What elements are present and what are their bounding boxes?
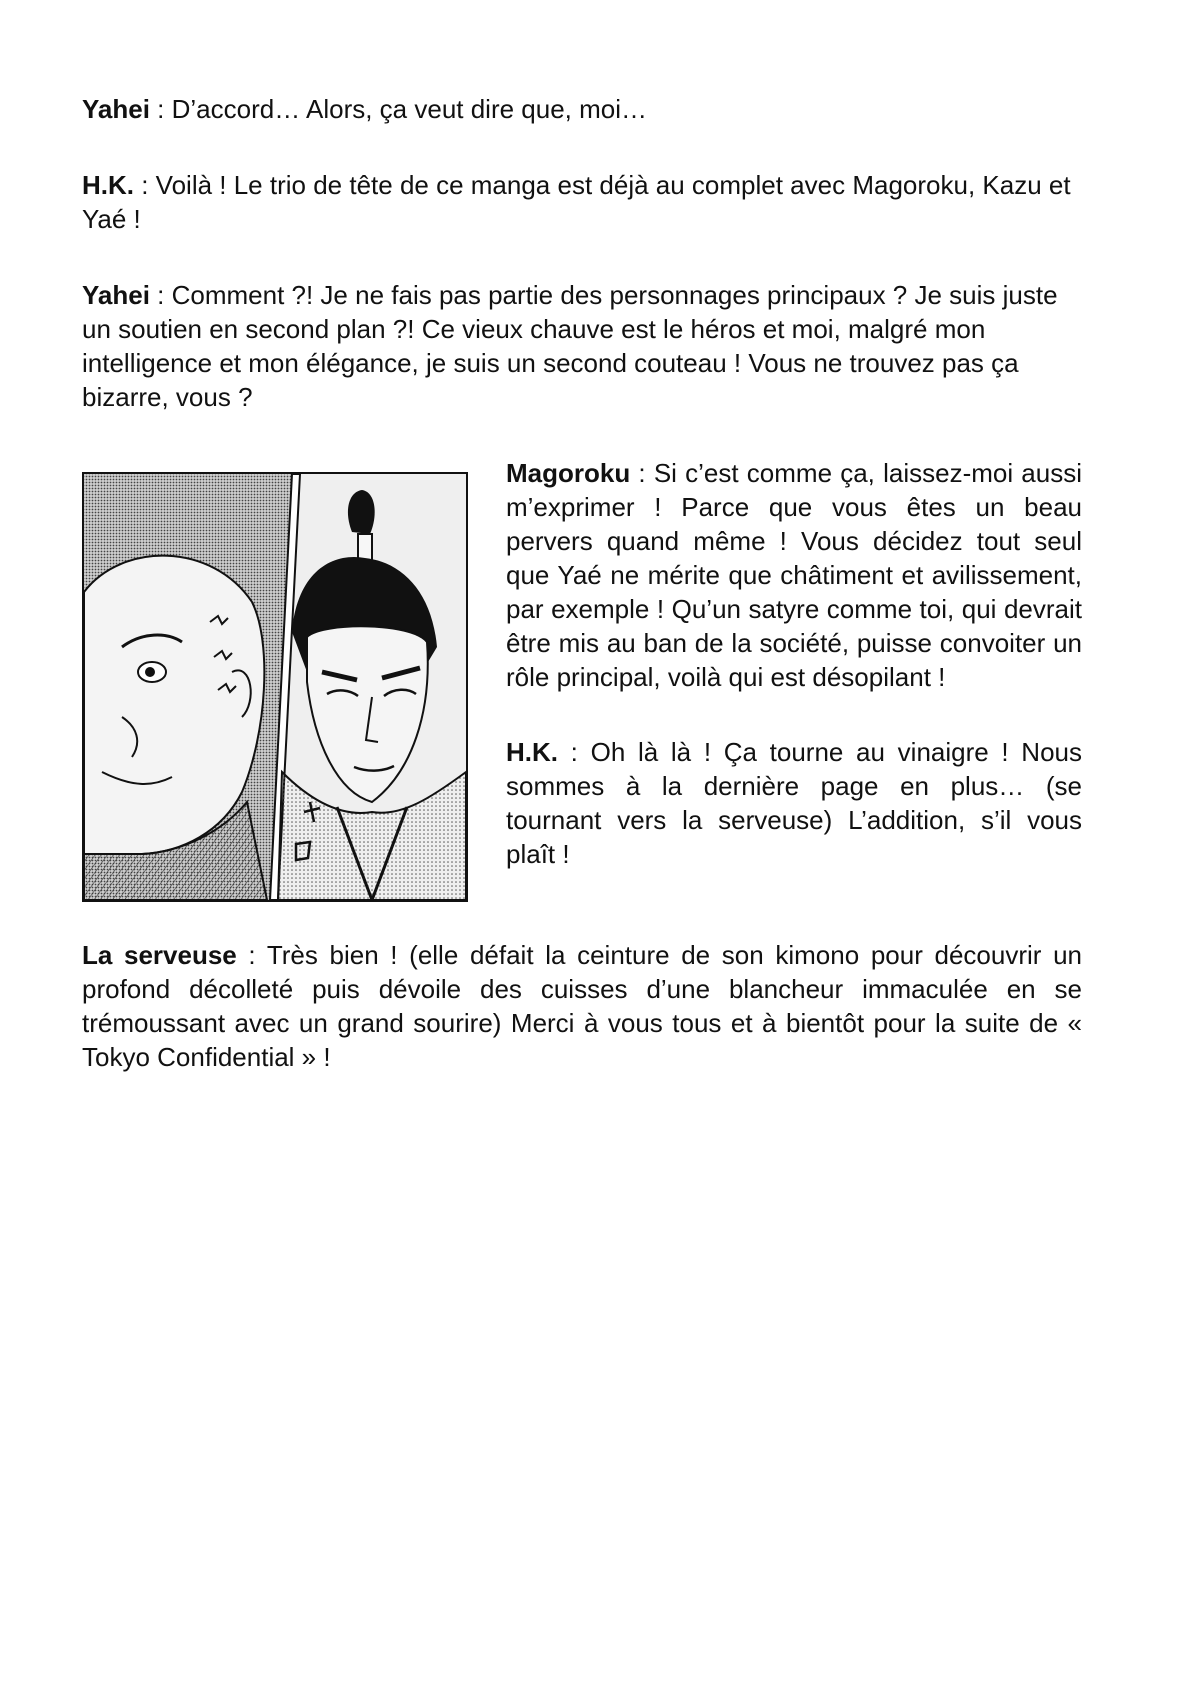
dialogue-text: Voilà ! Le trio de tête de ce manga est déjà au complet avec Magoroku, Kazu et Yaé ! (82, 170, 1071, 234)
dialogue-text: D’accord… Alors, ça veut dire que, moi… (171, 94, 648, 124)
speaker-name: H.K. (506, 737, 558, 767)
speaker-name: H.K. (82, 170, 134, 200)
separator: : (558, 737, 591, 767)
illustrated-section (82, 456, 1082, 912)
separator: : (149, 280, 172, 310)
dialogue-text: Comment ?! Je ne fais pas partie des personnages principaux ? Je suis juste un soutien en second plan ?! Ce vieux chauve est le héros et moi, malgré mon intelligence et mon élégance, je suis un second couteau ! Vous ne trouvez pas ça bizarre, vous ? (82, 280, 1058, 412)
dialogue-line-yahei-1 (82, 92, 1082, 126)
dialogue-line-serveuse (82, 938, 1082, 1074)
speaker-name: Magoroku (506, 458, 631, 488)
right-column-text (506, 456, 1082, 912)
separator: : (236, 940, 267, 970)
dialogue-line-magoroku (506, 456, 1082, 694)
separator: : (134, 170, 156, 200)
dialogue-line-hk-1 (82, 168, 1082, 236)
separator: : (630, 458, 654, 488)
dialogue-text: Si c’est comme ça, laissez-moi aussi m’exprimer ! Parce que vous êtes un beau pervers quand même ! Vous décidez tout seul que Yaé ne mérite que châtiment et avilissement, par exemple ! Qu’un satyre comme toi, qui devrait être mis au ban de la société, puisse convoiter un rôle principal, voilà qui est désopilant ! (506, 458, 1083, 692)
speaker-name: La serveuse (82, 940, 237, 970)
speaker-name: Yahei (82, 94, 150, 124)
speaker-name: Yahei (82, 280, 150, 310)
dialogue-text: Très bien ! (elle défait la ceinture de son kimono pour découvrir un profond décolleté puis dévoile des cuisses d’une blancheur immaculée en se trémoussant avec un grand sourire) Merci à vous tous et à bientôt pour la suite de « Tokyo Confidential » ! (82, 940, 1082, 1072)
document-page (82, 92, 1082, 1116)
separator: : (149, 94, 172, 124)
dialogue-line-hk-2 (506, 735, 1082, 871)
dialogue-line-yahei-2 (82, 278, 1082, 414)
dialogue-text: Oh là là ! Ça tourne au vinaigre ! Nous sommes à la dernière page en plus… (se tournant vers la serveuse) L’addition, s’il vous plaît ! (506, 737, 1083, 869)
manga-panel-illustration-icon (82, 472, 468, 902)
